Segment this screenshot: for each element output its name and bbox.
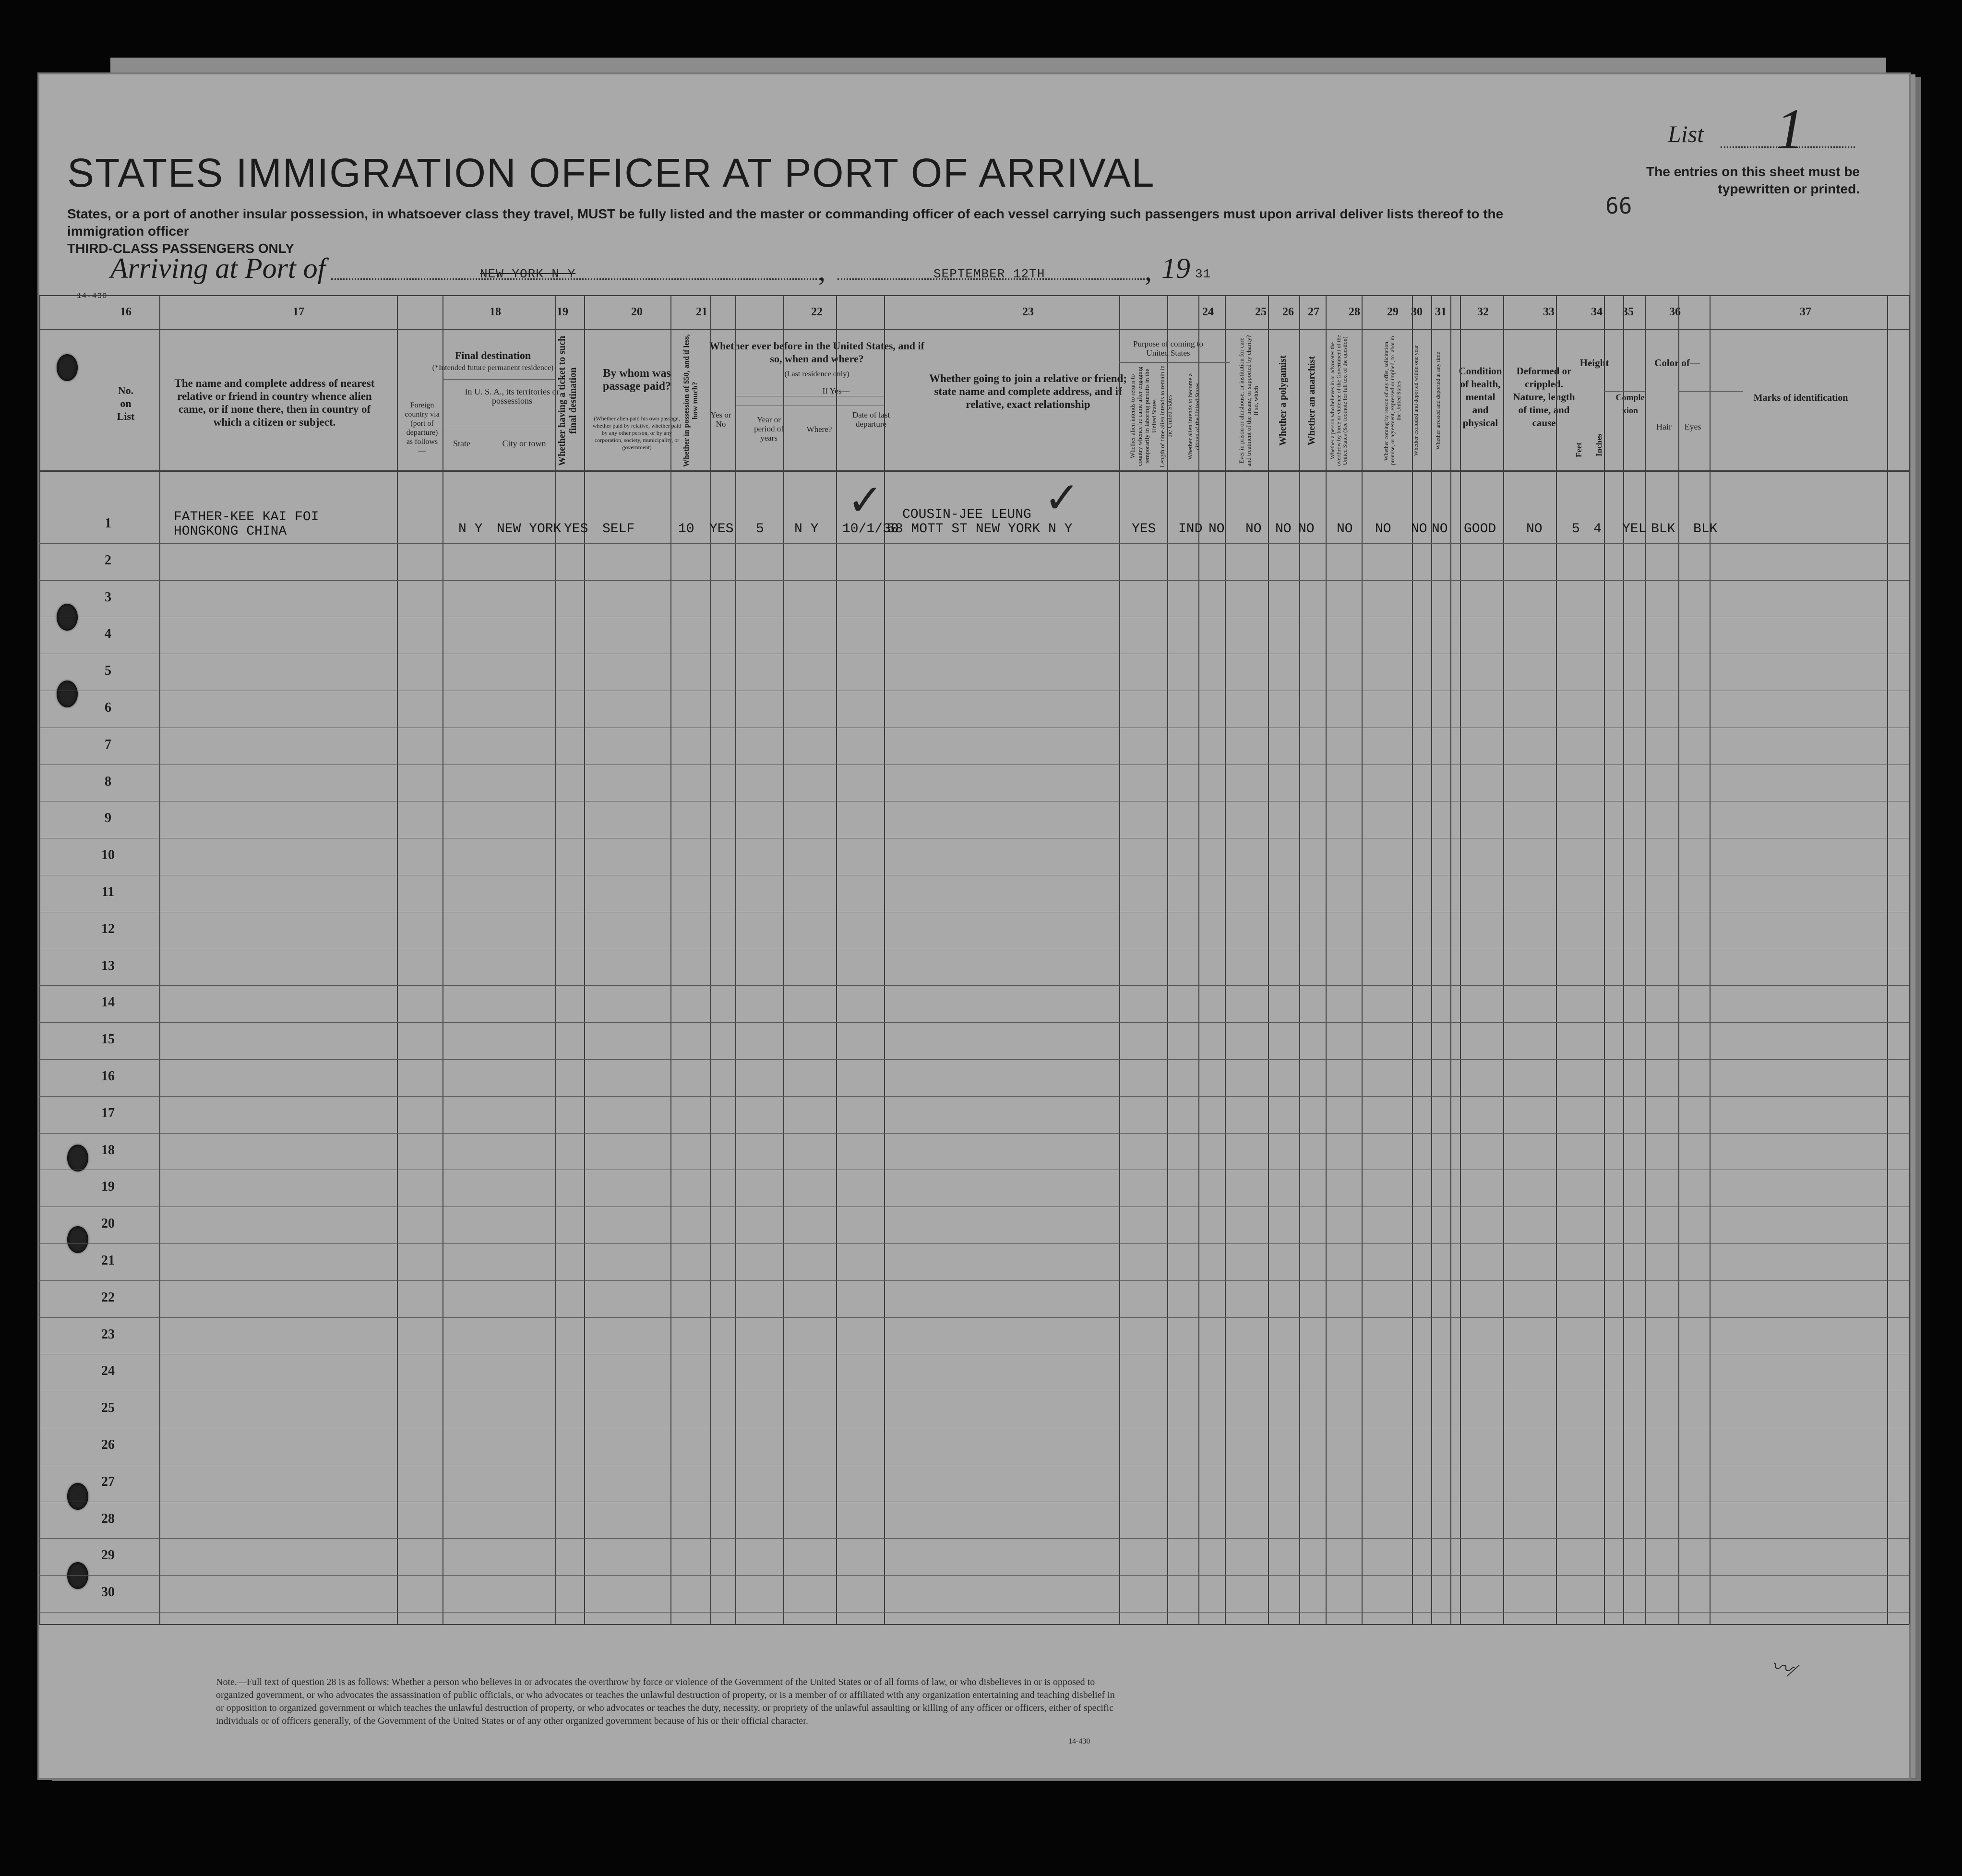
health-value: GOOD xyxy=(1464,522,1496,537)
column-divider xyxy=(1604,295,1605,1624)
row-number: 11 xyxy=(101,884,115,899)
column-divider xyxy=(1460,295,1461,1624)
column-divider xyxy=(1225,295,1226,1624)
colnum-17: 17 xyxy=(293,306,304,318)
row-divider xyxy=(39,1575,1909,1576)
col18-state: State xyxy=(453,439,470,448)
checkmark-icon: ✓ xyxy=(847,475,884,526)
subtitle-line-1: States, or a port of another insular possession, in whatsoever class they travel, MUST be fully listed and the master or commanding officer of each vessel carrying such passengers must upon arrival deliver lists thereof to the immigration officer xyxy=(67,206,1504,239)
column-divider xyxy=(1198,295,1199,1624)
colnum-30: 30 xyxy=(1411,306,1423,318)
paid-by-value: SELF xyxy=(602,522,635,537)
row-number: 24 xyxy=(101,1363,115,1379)
date-value: SEPTEMBER 12TH xyxy=(933,267,1045,281)
row-divider xyxy=(39,985,1909,986)
col25-label: Ever in prison or almshouse, or institution for care and treatment of the insane, or supported by charity? If so, which xyxy=(1238,335,1259,466)
column-divider xyxy=(884,295,885,1624)
column-divider xyxy=(1119,295,1120,1624)
column-divider xyxy=(1678,295,1679,1624)
excluded-value: NO xyxy=(1411,522,1427,537)
colnum-27: 27 xyxy=(1308,306,1319,318)
subheader-divider xyxy=(1678,391,1743,392)
row-divider xyxy=(39,1243,1909,1244)
where-value: N Y xyxy=(794,522,819,537)
footnote: Note.—Full text of question 28 is as follows: Whether a person who believes in or advocates the overthrow by force or violence of the Government of the United States or of all forms of law, or who disbelieves in or is opposed to organized government, or who advocates the assassination of public officials, or who advocates or teaches the unlawful destruction of property, or is a member of or affiliated with any organization entertaining and teaching disbelief in or opposition to organized government or which teaches the unlawful destruction of property, or who advocates or teaches the duty, necessity, or propriety of the unlawful assaulting or killing of any officer or officers, either of specific individuals or of officers generally, of the Government of the United States or of any other organized government because of his or their official character. xyxy=(216,1677,1115,1726)
subheader-divider xyxy=(1604,391,1645,392)
column-divider xyxy=(1362,295,1363,1624)
col36-eyes: Eyes xyxy=(1684,422,1701,431)
header-top-line xyxy=(39,295,1909,296)
colnum-22: 22 xyxy=(811,306,823,318)
col24-c: Whether alien intends to become a citizen of the United States xyxy=(1186,373,1201,460)
colnum-26: 26 xyxy=(1282,306,1294,318)
col29-label: Whether coming by reason of any offer, solicitation, promise, or agreement, expressed or implied, to labor in the United States xyxy=(1383,336,1402,466)
manifest-table xyxy=(39,295,1909,1625)
row-divider xyxy=(39,1059,1909,1060)
prison-value: NO xyxy=(1245,522,1262,537)
labor-offer-value: NO xyxy=(1375,522,1391,537)
row-number: 17 xyxy=(101,1105,115,1121)
col18-usa: In U. S. A., its territories or possessions xyxy=(465,387,560,406)
row-divider xyxy=(39,1133,1909,1134)
column-divider xyxy=(1645,295,1646,1624)
col20-label: By whom was passage paid? xyxy=(602,367,671,393)
row-number: 26 xyxy=(101,1437,115,1452)
column-divider xyxy=(1268,295,1269,1624)
row-divider xyxy=(39,1612,1909,1613)
col31-label: Whether arrested and deported at any time xyxy=(1435,352,1441,450)
col35-label: Complexion xyxy=(1615,393,1645,415)
row-number: 19 xyxy=(101,1179,115,1195)
row-number: 25 xyxy=(101,1400,115,1416)
row-number: 15 xyxy=(101,1032,115,1047)
ticket-value: YES xyxy=(564,522,588,537)
column-divider xyxy=(1909,295,1910,1624)
join-line-2: 58 MOTT ST NEW YORK N Y xyxy=(887,522,1073,537)
typewritten-notice: The entries on this sheet must be typewritten or printed. xyxy=(1646,164,1860,196)
row-number: 27 xyxy=(101,1474,115,1489)
col23-label: Whether going to join a relative or friend; state name and complete address, and if relative, exact relationship xyxy=(929,372,1127,410)
col30-label: Whether excluded and deported within one year xyxy=(1412,345,1419,456)
col24-label: Purpose of coming to United States xyxy=(1133,339,1203,358)
column-divider xyxy=(1167,295,1168,1624)
col22-period: Year or period of years xyxy=(754,415,784,442)
col22-ifyes: If Yes— xyxy=(822,386,850,395)
arriving-label: Arriving at Port of xyxy=(110,252,326,284)
citizen-intent-value: NO xyxy=(1208,522,1225,537)
row-number: 6 xyxy=(105,700,111,715)
table-bottom-line xyxy=(39,1624,1909,1625)
signature-mark: 〰⁄ xyxy=(1768,1654,1797,1683)
anarchist-value: NO xyxy=(1298,522,1315,537)
colnum-31: 31 xyxy=(1435,306,1447,318)
row-divider xyxy=(39,1096,1909,1097)
form-code-top: 14-430 xyxy=(77,292,108,300)
comma: , xyxy=(1145,255,1152,287)
header-number-line xyxy=(39,329,1909,330)
row-number: 22 xyxy=(101,1290,115,1305)
column-divider xyxy=(1710,295,1711,1624)
last-departure-value: 10/1/30 xyxy=(842,522,899,537)
complexion-value: YEL xyxy=(1622,522,1647,537)
colnum-33: 33 xyxy=(1543,306,1555,318)
overthrow-value: NO xyxy=(1337,522,1353,537)
row-divider xyxy=(39,543,1909,544)
column-divider xyxy=(1326,295,1327,1624)
subtitle xyxy=(67,205,1555,257)
col18-label: Final destination xyxy=(455,349,531,361)
colnum-29: 29 xyxy=(1387,306,1399,318)
col20-sub: (Whether alien paid his own passage, whether paid by relative, whether paid by any other person, or by any corporation, society, municipality, or government) xyxy=(592,415,682,451)
row-number: 23 xyxy=(101,1326,115,1342)
column-divider xyxy=(1450,295,1451,1624)
column-divider xyxy=(555,295,556,1624)
row-number: 29 xyxy=(101,1548,115,1563)
col34-feet: Feet xyxy=(1574,442,1583,458)
col22-where: Where? xyxy=(806,425,832,434)
row-number: 8 xyxy=(105,774,111,789)
port-value: NEW YORK N Y xyxy=(480,267,576,281)
col26-label: Whether a polygamist xyxy=(1278,355,1288,446)
col37-label: Marks of identification xyxy=(1753,393,1848,403)
colnum-35: 35 xyxy=(1622,306,1634,318)
column-divider xyxy=(670,295,671,1624)
row-number: 12 xyxy=(101,921,115,936)
header-bottom-line xyxy=(39,470,1909,472)
colnum-23: 23 xyxy=(1022,306,1034,318)
colnum-34: 34 xyxy=(1591,306,1603,318)
row-number: 5 xyxy=(105,663,111,679)
year-suffix: 31 xyxy=(1195,267,1211,281)
column-divider xyxy=(159,295,160,1624)
arrested-value: NO xyxy=(1432,522,1448,537)
colnum-32: 32 xyxy=(1477,306,1489,318)
row-number: 18 xyxy=(101,1142,115,1158)
row-number: 7 xyxy=(105,737,111,752)
colnum-19: 19 xyxy=(557,306,568,318)
eyes-value: BLK xyxy=(1693,522,1718,537)
col17-label: The name and complete address of nearest relative or friend in country whence alien came, or if none there, then in country of which a citizen or subject. xyxy=(174,377,375,428)
list-number: 1 xyxy=(1776,97,1805,161)
col36-hair: Hair xyxy=(1656,422,1672,431)
page-title: STATES IMMIGRATION OFFICER AT PORT OF ARRIVAL xyxy=(67,150,1155,195)
hair-value: BLK xyxy=(1651,522,1675,537)
feet-value: 5 xyxy=(1572,522,1580,537)
row-number: 21 xyxy=(101,1253,115,1268)
column-divider xyxy=(735,295,736,1624)
col32-label: Condition of health, mental and physical xyxy=(1459,365,1502,429)
column-divider xyxy=(397,295,398,1624)
row-divider xyxy=(39,1317,1909,1318)
row-number: 10 xyxy=(101,848,115,863)
column-divider xyxy=(1556,295,1557,1624)
polygamist-value: NO xyxy=(1275,522,1292,537)
colnum-24: 24 xyxy=(1202,306,1214,318)
column-divider xyxy=(1299,295,1300,1624)
row-number: 16 xyxy=(101,1069,115,1084)
column-divider xyxy=(836,295,837,1624)
colnum-16: 16 xyxy=(120,306,132,318)
year-prefix: 19 xyxy=(1161,252,1190,284)
port-line xyxy=(331,278,821,280)
row-number: 13 xyxy=(101,958,115,973)
colnum-36: 36 xyxy=(1669,306,1681,318)
row-number: 30 xyxy=(101,1585,115,1600)
col18-city: City or town xyxy=(502,439,546,448)
checkmark-icon: ✓ xyxy=(1044,473,1080,523)
length-stay-value: IND xyxy=(1178,522,1203,537)
row-number: 28 xyxy=(101,1511,115,1526)
col33-label: Deformed or crippled. Nature, length of time, and cause xyxy=(1513,365,1575,429)
col22-date: Date of last departure xyxy=(852,410,890,429)
row-divider xyxy=(39,1538,1909,1539)
row-number: 1 xyxy=(105,516,111,531)
row-divider xyxy=(39,1280,1909,1281)
row-number: 3 xyxy=(105,589,111,605)
column-divider xyxy=(1503,295,1504,1624)
subtitle-line-2: THIRD-CLASS PASSENGERS ONLY xyxy=(67,241,294,256)
money-value: 10 xyxy=(678,522,694,537)
form-code-bottom: 14-430 xyxy=(1068,1737,1090,1745)
colnum-18: 18 xyxy=(490,306,501,318)
col21-label: Whether in possession of $50, and if less, how much? xyxy=(682,334,699,467)
row-divider xyxy=(39,1022,1909,1023)
col27-label: Whether an anarchist xyxy=(1306,356,1317,445)
column-divider xyxy=(1431,295,1432,1624)
col36-label: Color of— xyxy=(1654,357,1700,369)
column-divider xyxy=(710,295,711,1624)
col16-label: No. on List xyxy=(117,384,135,422)
col22-sub: (Last residence only) xyxy=(784,370,849,378)
col18-foreign: Foreign country via (port of departure) as follows— xyxy=(405,401,440,455)
destination-state: N Y xyxy=(458,522,483,537)
destination-city: NEW YORK xyxy=(497,522,562,537)
col19-label: Whether having a ticket to such final destination xyxy=(557,335,578,466)
col18-sub: (*Intended future permanent residence) xyxy=(432,364,554,372)
row-number: 20 xyxy=(101,1216,115,1231)
colnum-20: 20 xyxy=(631,306,643,318)
row-number: 4 xyxy=(105,626,111,642)
column-divider xyxy=(1887,295,1888,1624)
column-divider xyxy=(39,295,40,1624)
row-number: 9 xyxy=(105,811,111,826)
col24-a: Whether alien intends to return to country whence he came after engaging temporarily in laboring pursuits in the United States xyxy=(1129,367,1158,466)
relative-line-1: FATHER-KEE KAI FOI xyxy=(174,510,319,525)
colnum-37: 37 xyxy=(1800,306,1811,318)
col24-b: Length of time alien intends to remain in the United States xyxy=(1159,365,1173,467)
column-divider xyxy=(584,295,585,1624)
col22-yesno: Yes or No xyxy=(710,410,731,429)
column-divider xyxy=(1623,295,1624,1624)
been-before-value: YES xyxy=(709,522,734,537)
col28-label: Whether a person who believes in or advocates the overthrow by force or violence of the Government of the United States (See footnote for full text of the question) xyxy=(1329,335,1348,466)
inches-value: 4 xyxy=(1593,522,1602,537)
list-label: List xyxy=(1668,120,1704,147)
comma: , xyxy=(818,255,825,287)
colnum-21: 21 xyxy=(696,306,707,318)
join-line-1: COUSIN-JEE LEUNG xyxy=(902,507,1031,522)
deformed-value: NO xyxy=(1526,522,1543,537)
col22-label: Whether ever before in the United States, and if so, when and where? xyxy=(709,340,924,365)
row-number: 2 xyxy=(105,552,111,568)
period-value: 5 xyxy=(756,522,764,537)
return-intent-value: YES xyxy=(1132,522,1156,537)
relative-line-2: HONGKONG CHINA xyxy=(174,524,287,539)
row-divider xyxy=(39,580,1909,581)
col34-label: Height xyxy=(1579,357,1609,369)
colnum-25: 25 xyxy=(1255,306,1267,318)
col34-inches: Inches xyxy=(1594,433,1603,457)
row-number: 14 xyxy=(101,995,115,1010)
column-divider xyxy=(1412,295,1413,1624)
subheader-divider xyxy=(1119,362,1230,363)
column-divider xyxy=(783,295,784,1624)
subheader-divider xyxy=(443,379,555,380)
colnum-28: 28 xyxy=(1349,306,1360,318)
sheet-stamp: 66 xyxy=(1605,193,1632,219)
